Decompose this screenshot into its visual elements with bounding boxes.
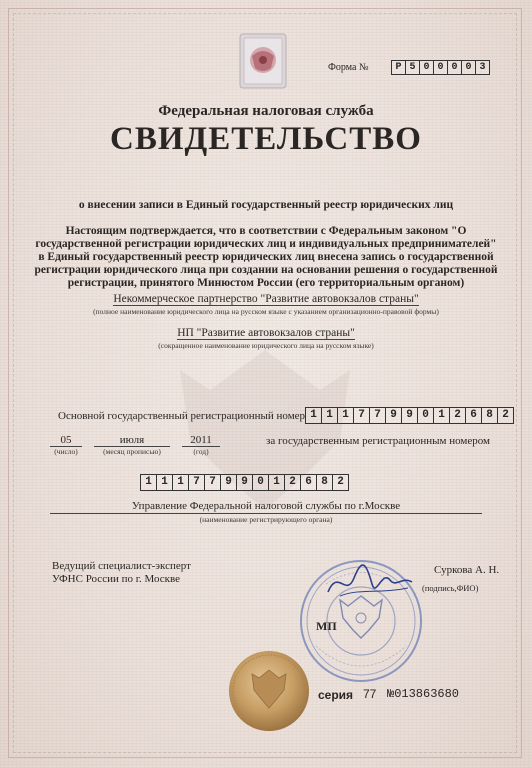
body-line: государственной регистрации юридических лиц и индивидуальных предпринимателей" [35, 238, 497, 250]
authority-block [50, 500, 482, 524]
ogrn-digit: 9 [401, 407, 418, 424]
date-suffix: за государственным регистрационным номером [266, 435, 490, 447]
authority-name: Управление Федеральной налоговой службы по г.Москве [50, 500, 482, 514]
grn-digit: 2 [284, 474, 301, 491]
series-number: №013863680 [387, 687, 460, 701]
body-line: Настоящим подтверждается, что в соответствии с Федеральным законом "О [65, 225, 467, 237]
grn-digit: 0 [252, 474, 269, 491]
grn-digit: 1 [156, 474, 173, 491]
form-number-cell: 0 [419, 60, 434, 75]
ogrn-digit: 1 [321, 407, 338, 424]
document-title: СВИДЕТЕЛЬСТВО [110, 121, 422, 157]
grn-digit: 7 [188, 474, 205, 491]
body-line: в Единый государственный реестр юридических лиц внесена запись о государственной [38, 251, 494, 263]
signer-name: Суркова А. Н. [434, 564, 500, 576]
body-line: регистрации юридического лица при создании на основании решения о государственной [34, 264, 498, 276]
grn-digit: 1 [140, 474, 157, 491]
grn-cells [141, 474, 349, 491]
entity-full-name: Некоммерческое партнерство "Развитие автовокзалов страны" [113, 293, 419, 305]
ogrn-digit: 6 [465, 407, 482, 424]
body-text [0, 225, 532, 290]
ogrn-digit: 2 [449, 407, 466, 424]
signer-caption: (подпись,ФИО) [422, 583, 479, 593]
ogrn-digit: 7 [369, 407, 386, 424]
agency-title: Федеральная налоговая служба [158, 103, 374, 119]
grn-digit: 1 [172, 474, 189, 491]
date-year-block [182, 434, 220, 456]
date-month: июля [94, 434, 170, 447]
grn-digit: 9 [220, 474, 237, 491]
date-year-caption: (год) [193, 447, 209, 456]
grn-digit: 6 [300, 474, 317, 491]
grn-digit: 2 [332, 474, 349, 491]
ogrn-digit: 8 [481, 407, 498, 424]
series-code: 77 [363, 687, 377, 701]
date-month-block [94, 434, 170, 456]
form-number-cell: 0 [461, 60, 476, 75]
document-subtitle: о внесении записи в Единый государственный реестр юридических лиц [78, 199, 454, 211]
signer-position [52, 560, 191, 586]
date-day-block [50, 434, 82, 456]
form-number-cell: 5 [405, 60, 420, 75]
ogrn-digit: 9 [385, 407, 402, 424]
authority-caption: (наименование регистрирующего органа) [199, 515, 333, 524]
grn-digit: 8 [316, 474, 333, 491]
ogrn-digit: 7 [353, 407, 370, 424]
form-number-cell: 0 [433, 60, 448, 75]
grn-digit: 9 [236, 474, 253, 491]
ogrn-label: Основной государственный регистрационный номер [58, 410, 306, 422]
form-number-cells [392, 60, 490, 75]
ogrn-digit: 1 [305, 407, 322, 424]
gold-seal [226, 648, 312, 734]
entity-short-name-caption: (сокращенное наименование юридического лица на русском языке) [158, 341, 374, 350]
ogrn-digit: 0 [417, 407, 434, 424]
entity-short-name: НП "Развитие автовокзалов страны" [177, 327, 355, 339]
date-day-caption: (число) [54, 447, 78, 456]
date-year: 2011 [182, 434, 220, 447]
form-number-cell: Р [391, 60, 406, 75]
form-number-cell: 3 [475, 60, 490, 75]
ogrn-cells [306, 407, 514, 424]
form-number-cell: 0 [447, 60, 462, 75]
body-line: регистрации, принятого Минюстом России (его территориальным органом) [67, 277, 465, 289]
signer-position-line: УФНС России по г. Москве [52, 573, 181, 585]
ogrn-digit: 2 [497, 407, 514, 424]
grn-digit: 1 [268, 474, 285, 491]
form-label: Форма № [328, 62, 369, 73]
hologram-emblem [238, 32, 288, 90]
ogrn-digit: 1 [337, 407, 354, 424]
date-day: 05 [50, 434, 82, 447]
signer-position-line: Ведущий специалист-эксперт [52, 560, 191, 572]
mp-label: МП [316, 619, 337, 633]
entity-full-name-caption: (полное наименование юридического лица на русском языке с указанием организационно-правовой формы) [93, 307, 439, 316]
series-label: серия [318, 688, 354, 702]
entity-full-name-block [50, 293, 482, 316]
date-month-caption: (месяц прописью) [103, 447, 161, 456]
ogrn-digit: 1 [433, 407, 450, 424]
grn-digit: 7 [204, 474, 221, 491]
handwritten-signature [320, 558, 420, 608]
